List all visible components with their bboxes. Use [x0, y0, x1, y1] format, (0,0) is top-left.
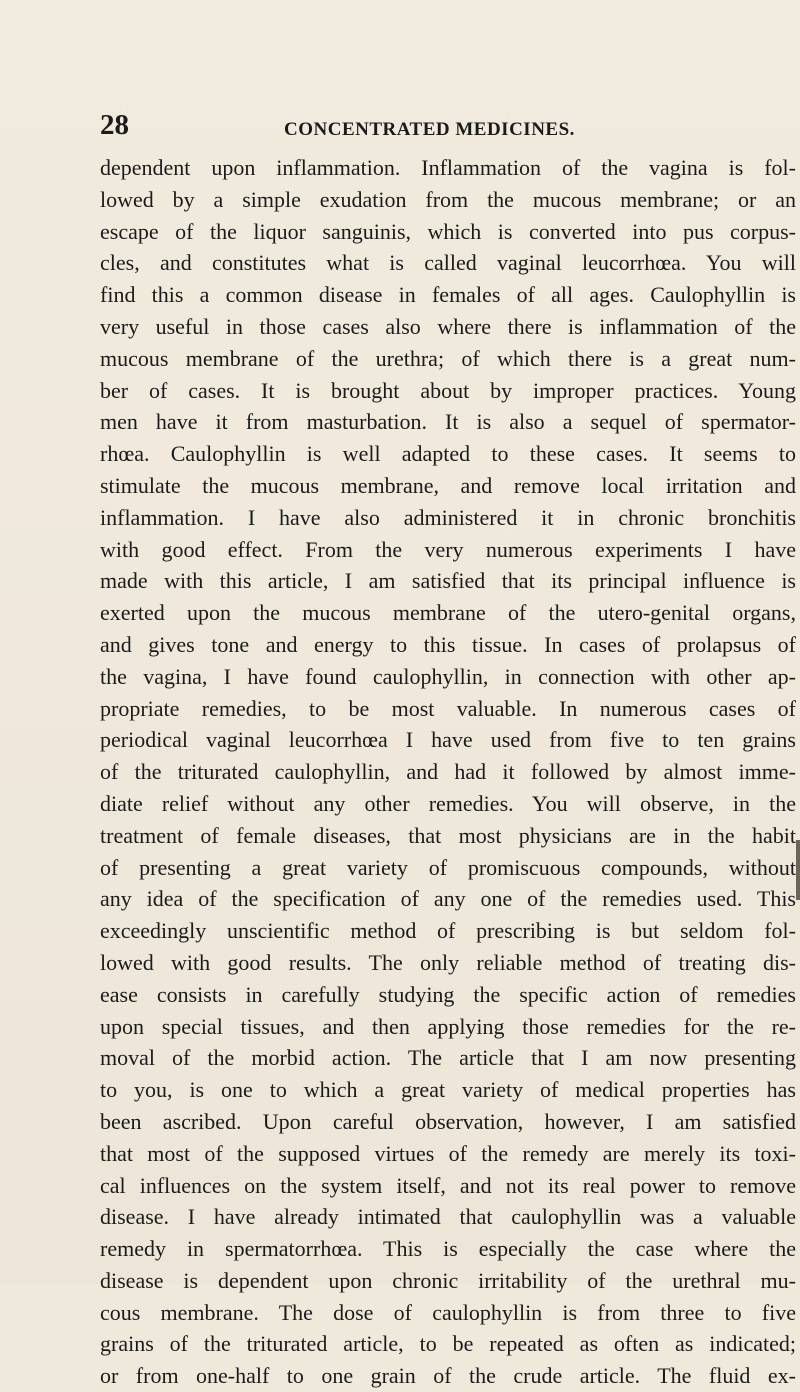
text-line: propriate remedies, to be most valuable. In numerous cases of — [100, 695, 796, 721]
text-line: rhœa. Caulophyllin is well adapted to these cases. It seems to — [100, 441, 796, 467]
text-line: moval of the morbid action. The article that I am now presenting — [100, 1045, 796, 1071]
text-line: find this a common disease in females of all ages. Caulophyllin is — [100, 282, 796, 308]
text-line: very useful in those cases also where there is inflammation of the — [100, 313, 796, 339]
running-head: CONCENTRATED MEDICINES. — [284, 119, 575, 140]
text-line: that most of the supposed virtues of the remedy are merely its toxi- — [100, 1140, 796, 1166]
page-edge-shadow — [796, 840, 800, 900]
text-line: inflammation. I have also administered it in chronic bronchitis — [100, 504, 796, 530]
text-line: exerted upon the mucous membrane of the utero-genital organs, — [100, 600, 796, 626]
text-line: disease is dependent upon chronic irritability of the urethral mu- — [100, 1267, 796, 1293]
text-line: of presenting a great variety of promiscuous compounds, without — [100, 854, 796, 880]
text-line: remedy in spermatorrhœa. This is especially the case where the — [100, 1236, 796, 1262]
text-line: mucous membrane of the urethra; of which there is a great num- — [100, 345, 796, 371]
text-line: grains of the triturated article, to be repeated as often as indicated; — [100, 1331, 796, 1357]
text-line: ease consists in carefully studying the specific action of remedies — [100, 981, 796, 1007]
text-line: or from one-half to one grain of the crude article. The fluid ex- — [100, 1363, 796, 1389]
text-line: cal influences on the system itself, and not its real power to remove — [100, 1172, 796, 1198]
text-line: diate relief without any other remedies. You will observe, in the — [100, 790, 796, 816]
text-line: men have it from masturbation. It is also a sequel of spermator- — [100, 409, 796, 435]
text-line: lowed with good results. The only reliable method of treating dis- — [100, 949, 796, 975]
text-line: with good effect. From the very numerous experiments I have — [100, 536, 796, 562]
text-line: periodical vaginal leucorrhœa I have used from five to ten grains — [100, 727, 796, 753]
text-line: dependent upon inflammation. Inflammation of the vagina is fol- — [100, 155, 796, 180]
text-line: upon special tissues, and then applying those remedies for the re- — [100, 1013, 796, 1039]
page-number: 28 — [100, 109, 129, 141]
text-line: the vagina, I have found caulophyllin, in connection with other ap- — [100, 663, 796, 689]
text-line: of the triturated caulophyllin, and had it followed by almost imme- — [100, 759, 796, 785]
body-text — [100, 152, 796, 1392]
text-line: and gives tone and energy to this tissue. In cases of prolapsus of — [100, 631, 796, 657]
text-line: cous membrane. The dose of caulophyllin is from three to five — [100, 1299, 796, 1325]
text-line: been ascribed. Upon careful observation, however, I am satisfied — [100, 1108, 796, 1134]
text-line: lowed by a simple exudation from the mucous membrane; or an — [100, 186, 796, 212]
text-line: exceedingly unscientific method of prescribing is but seldom fol- — [100, 918, 796, 944]
text-line: ber of cases. It is brought about by improper practices. Young — [100, 377, 796, 403]
text-line: cles, and constitutes what is called vaginal leucorrhœa. You will — [100, 250, 796, 276]
text-line: any idea of the specification of any one of the remedies used. This — [100, 886, 796, 912]
text-line: stimulate the mucous membrane, and remove local irritation and — [100, 472, 796, 498]
text-line: made with this article, I am satisfied that its principal influence is — [100, 568, 796, 594]
text-line: treatment of female diseases, that most physicians are in the habit — [100, 822, 796, 848]
text-line: escape of the liquor sanguinis, which is converted into pus corpus- — [100, 218, 796, 244]
page-header — [100, 108, 796, 142]
text-line: disease. I have already intimated that caulophyllin was a valuable — [100, 1204, 796, 1230]
text-line: to you, is one to which a great variety of medical properties has — [100, 1077, 796, 1103]
